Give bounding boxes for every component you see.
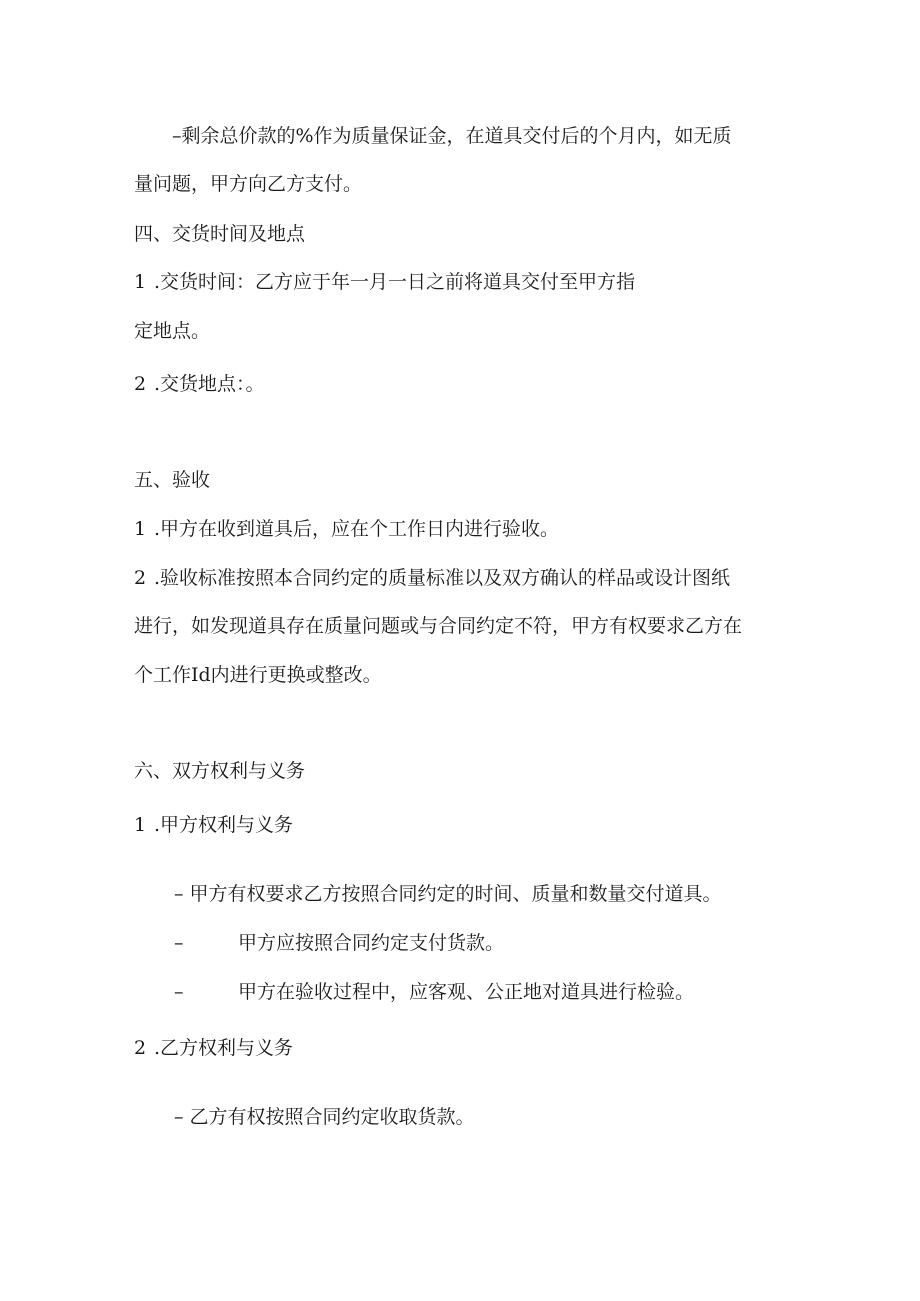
section-6-heading: 六、双方权利与义务	[134, 760, 306, 782]
section-5-item-1-text: .甲方在收到道具后，应在个工作日内进行验收。	[154, 518, 560, 540]
section-6-sub-2-number: 2	[134, 1037, 147, 1059]
section-6-sub-1-number: 1	[134, 814, 147, 836]
section-4-item-2-number: 2	[134, 373, 147, 395]
section-6-sub-1-bullet-1: – 甲方有权要求乙方按照合同约定的时间、质量和数量交付道具。	[174, 883, 722, 905]
section-6-sub-1-bullet-3-dash: –	[174, 981, 184, 1003]
section-5-heading: 五、验收	[134, 469, 211, 491]
section-6-sub-1-title: .甲方权利与义务	[154, 814, 294, 836]
payment-clause-line-2: 量问题，甲方向乙方支付。	[134, 173, 363, 195]
section-6-sub-1-bullet-3-text: 甲方在验收过程中，应客观、公正地对道具进行检验。	[238, 981, 695, 1003]
section-4-item-1-line-2: 定地点。	[134, 320, 211, 342]
section-6-sub-2-bullet-1: – 乙方有权按照合同约定收取货款。	[174, 1106, 475, 1128]
section-6-sub-1-bullet-2-dash: –	[174, 932, 184, 954]
section-6-sub-2-title: .乙方权利与义务	[154, 1037, 294, 1059]
section-5-item-2-line-2: 进行，如发现道具存在质量问题或与合同约定不符，甲方有权要求乙方在	[134, 615, 743, 637]
section-6-sub-1-bullet-2-text: 甲方应按照合同约定支付货款。	[238, 932, 505, 954]
section-4-heading: 四、交货时间及地点	[134, 223, 306, 245]
payment-clause-line-1: –剩余总价款的%作为质量保证金，在道具交付后的个月内，如无质	[172, 125, 732, 147]
section-5-item-2-number: 2	[134, 567, 147, 589]
section-4-item-1-number: 1	[134, 271, 147, 293]
section-5-item-2-line-1: .验收标准按照本合同约定的质量标准以及双方确认的样品或设计图纸	[154, 567, 731, 589]
section-4-item-2-text: .交货地点：。	[154, 373, 265, 395]
section-5-item-1-number: 1	[134, 518, 147, 540]
section-5-item-2-line-3: 个工作Id内进行更换或整改。	[134, 664, 382, 686]
section-4-item-1-line-1: .交货时间：乙方应于年一月一日之前将道具交付至甲方指	[154, 271, 636, 293]
